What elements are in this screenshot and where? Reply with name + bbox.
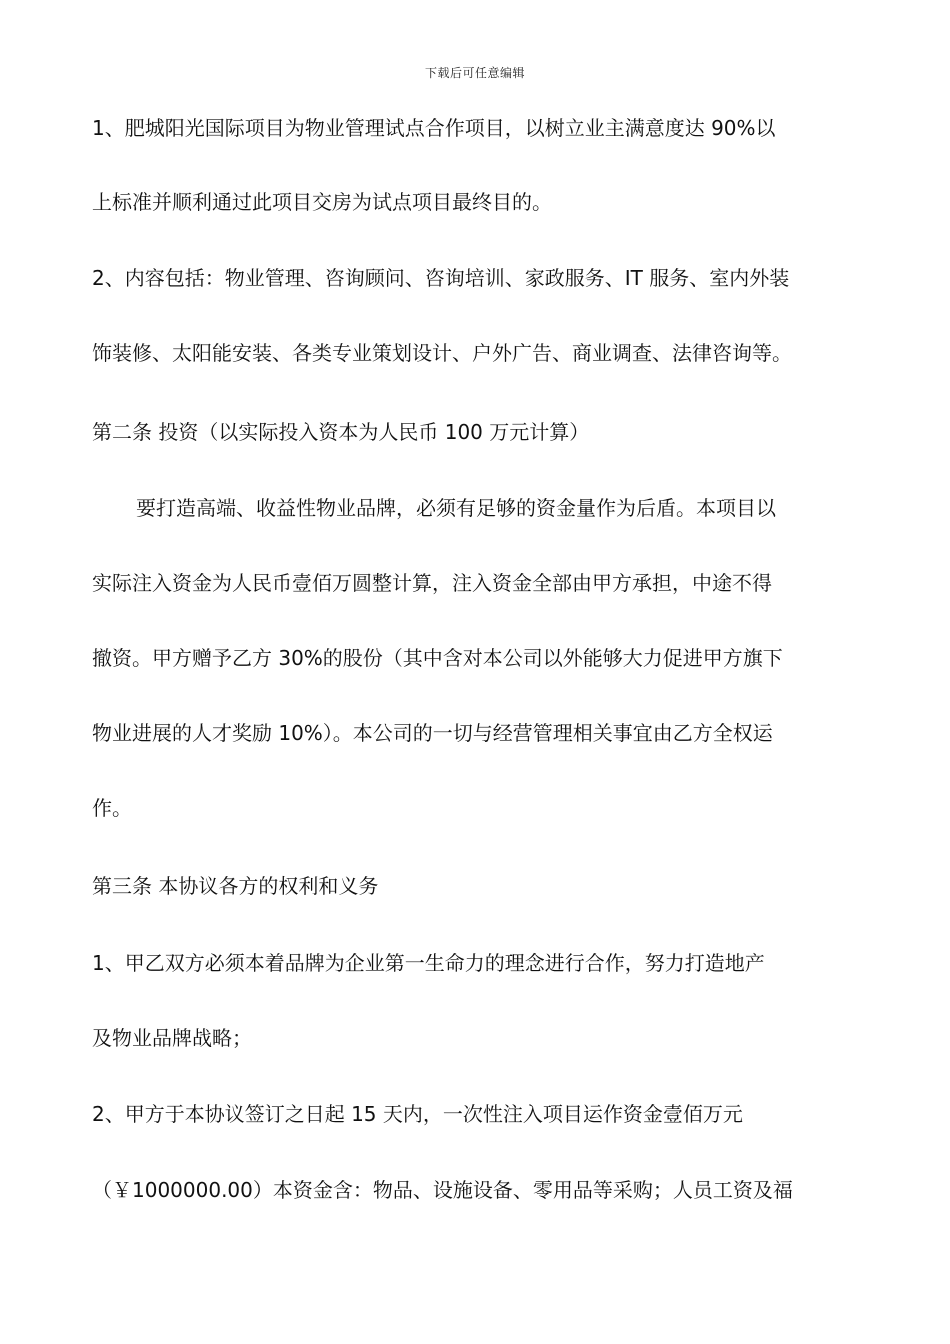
section-heading: 第二条 投资（以实际投入资本为人民币 100 万元计算） <box>92 420 590 444</box>
paragraph-first-line: 要打造高端、收益性物业品牌，必须有足够的资金量作为后盾。本项目以 <box>136 496 776 520</box>
text-line: 实际注入资金为人民币壹佰万圆整计算，注入资金全部由甲方承担，中途不得 <box>92 571 772 595</box>
section-heading: 第三条 本协议各方的权利和义务 <box>92 874 379 898</box>
text-line: 1、甲乙双方必须本着品牌为企业第一生命力的理念进行合作，努力打造地产 <box>92 951 765 975</box>
text-line: 及物业品牌战略； <box>92 1026 252 1050</box>
text-line: （￥1000000.00）本资金含：物品、设施设备、零用品等采购；人员工资及福 <box>92 1178 793 1202</box>
page-header: 下载后可任意编辑 <box>424 66 525 80</box>
text-line: 撤资。甲方赠予乙方 30%的股份（其中含对本公司以外能够大力促进甲方旗下 <box>92 646 783 670</box>
text-line: 饰装修、太阳能安装、各类专业策划设计、户外广告、商业调查、法律咨询等。 <box>92 341 792 365</box>
text-line: 1、肥城阳光国际项目为物业管理试点合作项目，以树立业主满意度达 90%以 <box>92 116 776 140</box>
text-line: 作。 <box>92 796 132 820</box>
text-line: 2、内容包括：物业管理、咨询顾问、咨询培训、家政服务、IT 服务、室内外装 <box>92 266 790 290</box>
text-line: 物业进展的人才奖励 10%）。本公司的一切与经营管理相关事宜由乙方全权运 <box>92 721 773 745</box>
text-line: 上标准并顺利通过此项目交房为试点项目最终目的。 <box>92 190 552 214</box>
text-line: 2、甲方于本协议签订之日起 15 天内，一次性注入项目运作资金壹佰万元 <box>92 1102 743 1126</box>
